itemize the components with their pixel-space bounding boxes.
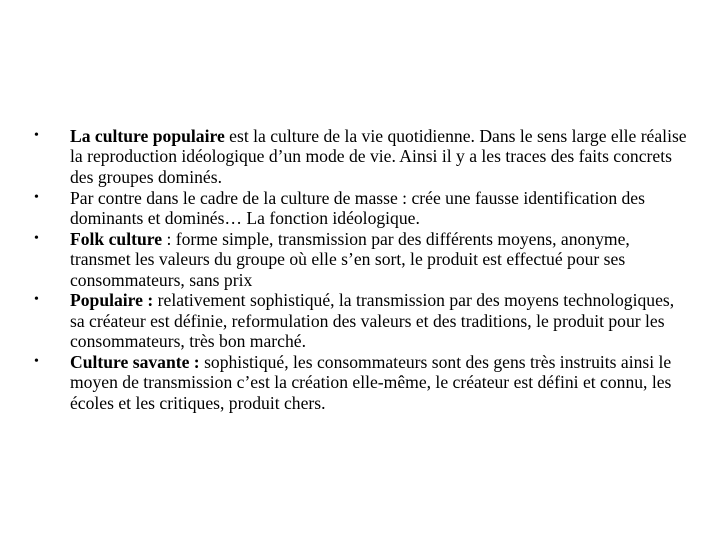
bullet-body: : forme simple, transmission par des différents moyens, anonyme, transmet les valeurs du groupe où elle s’en sort, le produit est effectué pour ses consommateurs, sans prix: [70, 228, 630, 290]
bullet-icon: •: [34, 354, 39, 370]
bullet-body: sophistiqué, les consommateurs sont des gens très instruits ainsi le moyen de transmission c’est la création elle-même, le créateur est défini et connu, les écoles et les critiques, produit chers.: [70, 352, 672, 413]
bullet-icon: •: [34, 292, 39, 308]
bullet-body: relativement sophistiqué, la transmission par des moyens technologiques, sa créateur est définie, reformulation des valeurs et des traditions, le produit pour les consommateurs, très bon marché.: [70, 290, 675, 352]
bullet-icon: •: [34, 128, 39, 143]
bullet-body: est la culture de la vie quotidienne. Dans le sens large elle réalise la reproduction idéologique d’un mode de vie. Ainsi il y a les traces des faits concrets des groupes dominés.: [70, 126, 687, 187]
bullet-term: Populaire :: [70, 290, 154, 311]
bullet-text: [70, 229, 690, 290]
bullet-icon: •: [34, 230, 39, 246]
bullet-text: [70, 126, 690, 187]
bullet-text: [70, 188, 690, 229]
bullet-text: [70, 352, 690, 413]
bullet-term: La culture populaire: [70, 126, 225, 146]
bullet-item-culture-savante: [30, 352, 690, 413]
bullet-term: Folk culture: [70, 228, 163, 249]
bullet-body: Par contre dans le cadre de la culture de masse : crée une fausse identification des dominants et dominés… La fonction idéologique.: [70, 187, 645, 229]
bullet-list: [30, 126, 690, 414]
bullet-item-folk-culture: [30, 229, 690, 290]
bullet-item-culture-de-masse: [30, 188, 690, 229]
bullet-item-culture-populaire: [30, 126, 690, 187]
bullet-term: Culture savante :: [70, 352, 200, 373]
bullet-icon: •: [34, 189, 39, 205]
bullet-text: [70, 290, 690, 351]
bullet-item-populaire: [30, 290, 690, 351]
